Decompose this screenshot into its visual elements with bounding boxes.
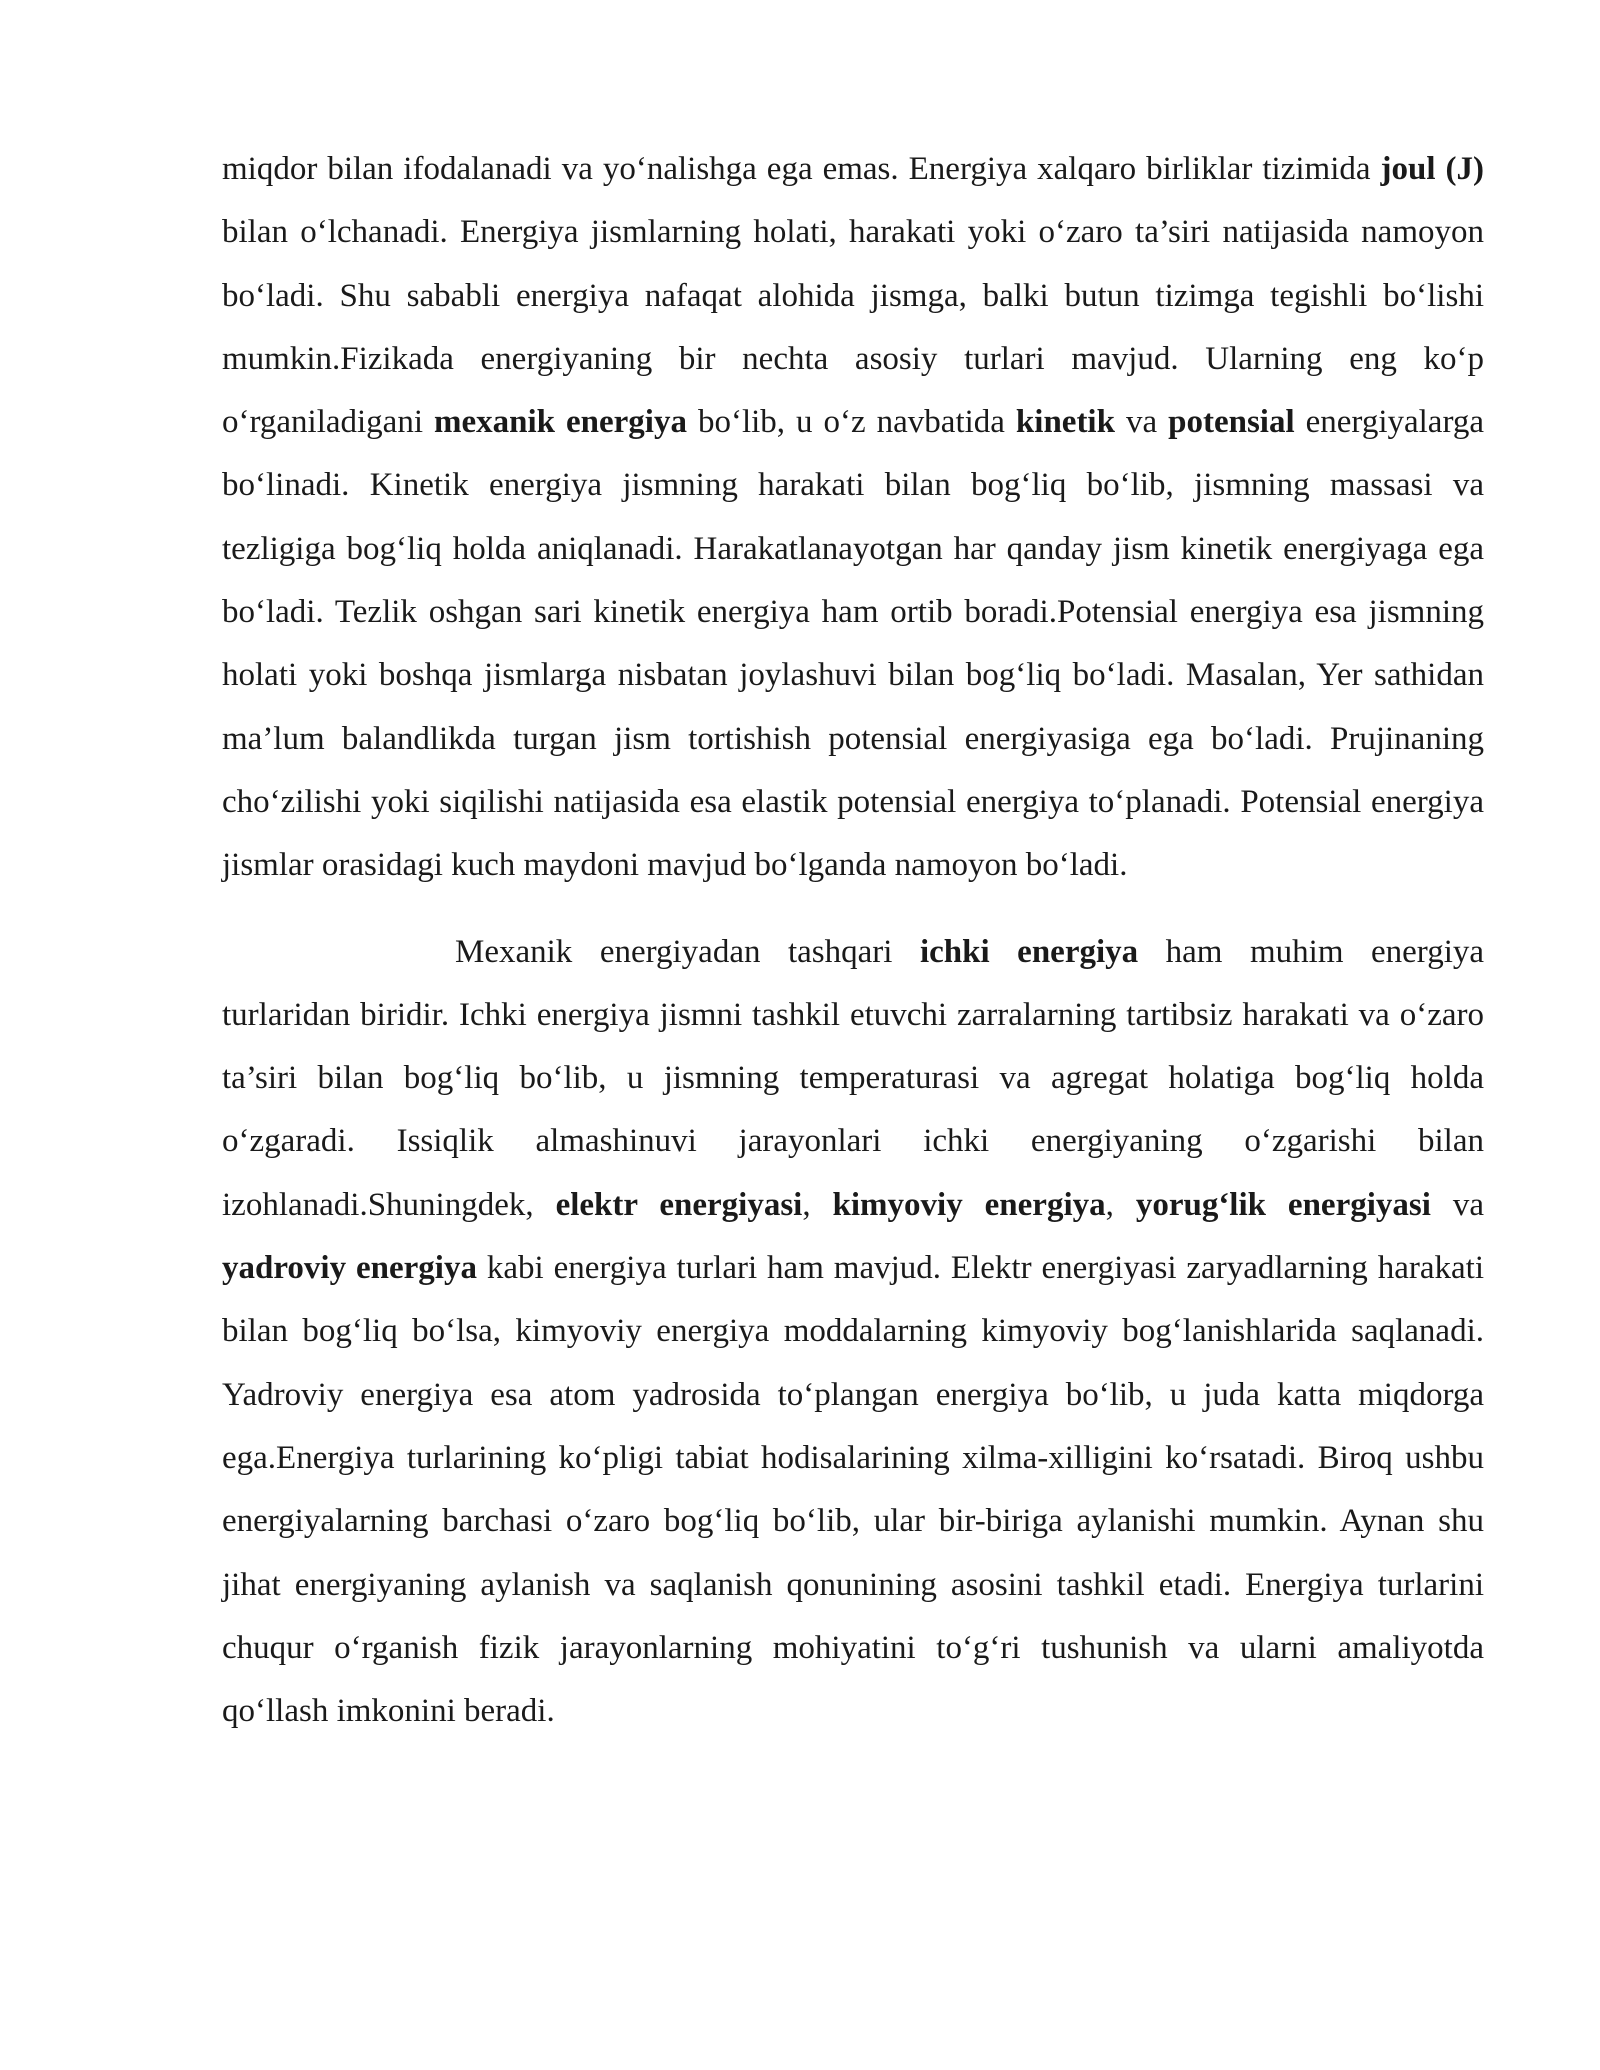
text-run: va: [1430, 1186, 1484, 1223]
text-run: ham muhim energiya turlaridan biridir. Ichki energiya jismni tashkil etuvchi zarralarning tartibsiz harakati va o‘zaro ta’siri bilan bog‘liq bo‘lib, u jismning temperaturasi va agregat holatiga bog‘liq holda o‘zgaradi. Issiqlik almashinuvi jarayonlari ichki energiyaning o‘zgarishi bilan izohlanadi.Shuningdek,: [222, 933, 1485, 1223]
text-run: energiyalarga bo‘linadi. Kinetik energiya jismning harakati bilan bog‘liq bo‘lib, jismning massasi va tezligiga bog‘liq holda aniqlanadi. Harakatlanayotgan har qanday jism kinetik energiyaga ega bo‘ladi. Tezlik oshgan sari kinetik energiya ham ortib boradi.Potensial energiya esa jismning holati yoki boshqa jismlarga nisbatan joylashuvi bilan bog‘liq bo‘ladi. Masalan, Yer sathidan ma’lum balandlikda turgan jism tortishish potensial energiyasiga ega bo‘ladi. Prujinaning cho‘zilishi yoki siqilishi natijasida esa elastik potensial energiya to‘planadi. Potensial energiya jismlar orasidagi kuch maydoni mavjud bo‘lganda namoyon bo‘ladi.: [222, 404, 1484, 884]
text-run: Mexanik energiyadan tashqari: [455, 933, 920, 970]
bold-term: kimyoviy energiya: [832, 1186, 1106, 1223]
text-run: bilan o‘lchanadi. Energiya jismlarning holati, harakati yoki o‘zaro ta’siri natijasida namoyon bo‘ladi. Shu sababli energiya nafaqat alohida jismga, balki butun tizimga tegishli bo‘lishi mumkin.Fizikada energiyaning bir nechta asosiy turlari mavjud. Ularning eng ko‘p o‘rganiladigani: [222, 214, 1484, 441]
bold-term: yadroviy energiya: [222, 1250, 477, 1287]
bold-term: joul (J): [1380, 151, 1484, 187]
text-run: bo‘lib, u o‘z navbatida: [686, 404, 1016, 441]
bold-term: mexanik energiya: [434, 404, 687, 441]
body-paragraph: [222, 138, 1484, 898]
bold-term: yorug‘lik energiyasi: [1135, 1186, 1431, 1223]
text-run: ,: [1105, 1186, 1136, 1223]
text-run: miqdor bilan ifodalanadi va yo‘nalishga ega emas. Energiya xalqaro birliklar tizimida: [222, 151, 1381, 187]
text-run: kabi energiya turlari ham mavjud. Elektr energiyasi zaryadlarning harakati bilan bog‘liq bo‘lsa, kimyoviy energiya moddalarning kimyoviy bog‘lanishlarida saqlanadi. Yadroviy energiya esa atom yadrosida to‘plangan energiya bo‘lib, u juda katta miqdorga ega.Energiya turlarining ko‘pligi tabiat hodisalarining xilma-xilligini ko‘rsatadi. Biroq ushbu energiyalarning barchasi o‘zaro bog‘liq bo‘lib, ular bir-biriga aylanishi mumkin. Aynan shu jihat energiyaning aylanish va saqlanish qonunining asosini tashkil etadi. Energiya turlarini chuqur o‘rganish fizik jarayonlarning mohiyatini to‘g‘ri tushunish va ularni amaliyotda qo‘llash imkonini beradi.: [222, 1250, 1484, 1730]
bold-term: kinetik: [1015, 404, 1115, 441]
bold-term: elektr energiyasi: [555, 1186, 803, 1223]
text-run: va: [1114, 404, 1169, 441]
bold-term: ichki energiya: [919, 933, 1139, 970]
document-page: [222, 138, 1484, 1743]
body-paragraph: [222, 921, 1484, 1744]
bold-term: potensial: [1168, 404, 1295, 441]
text-run: ,: [802, 1186, 833, 1223]
